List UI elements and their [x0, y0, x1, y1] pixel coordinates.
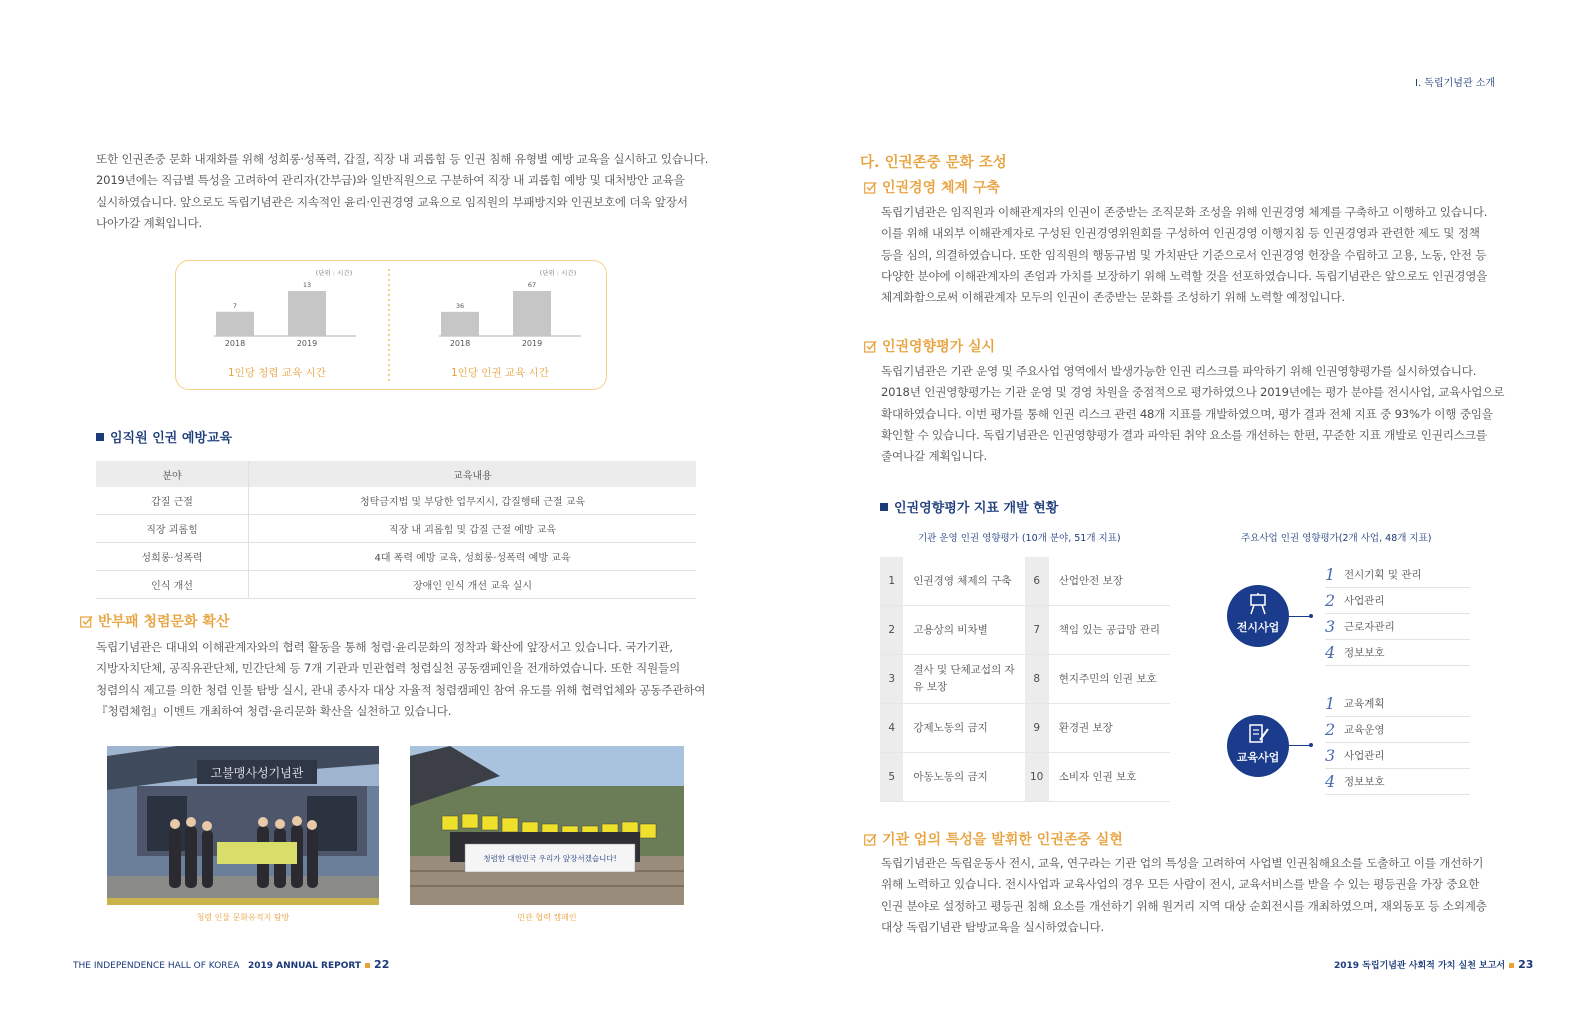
- table-row: 4 강제노동의 금지 9 환경권 보장: [880, 704, 1170, 753]
- impact-paragraph: 독립기념관은 기관 운영 및 주요사업 영역에서 발생가능한 인권 리스크를 파악하기 위해 인권영향평가를 실시하였습니다. 2018년 인권영향평가는 기관 운영 및 경영 차원을 중점적으로 평가하였으나 2019년에는 평가 분야를 전시사업, 교육사업으로 확대하였습니다. 이번 평가를 통해 인권 리스크 관련 48개 지표를 개발하였으며, 평가 결과 전체 지표 중 93%가 이행 중임을 확인할 수 있습니다. 독립기념관은 인권영향평가 결과 파악된 취약 요소를 개선하는 한편, 꾸준한 지표 개발로 인권리스크를 줄여나갈 계획입니다.: [881, 364, 1505, 464]
- footer-report-title-kr: 2019 독립기념관 사회적 가치 실천 보고서: [1334, 961, 1506, 971]
- checkbox-icon: [864, 833, 877, 846]
- chart-2-bar: [513, 291, 551, 336]
- photo-campaign: [410, 746, 684, 905]
- page-number: 22: [374, 958, 390, 971]
- square-divider-icon: [1509, 963, 1514, 968]
- list-item: 3 사업관리: [1325, 743, 1470, 769]
- table-cell: 청탁금지법 및 부당한 업무지시, 갑질행태 근절 교육: [249, 487, 697, 515]
- checkbox-icon: [80, 615, 93, 628]
- chart-1-category-label: 2018: [224, 339, 246, 348]
- photo-memorial-visit: [107, 746, 379, 905]
- anti-corruption-paragraph: 독립기념관은 대내외 이해관계자와의 협력 활동을 통해 청렴·윤리문화의 정착과 확산에 앞장서고 있습니다. 국가기관, 지방자치단체, 공직유관단체, 민간단체 등 7개 기관과 민관협력 청렴실천 공동캠페인을 전개하였습니다. 또한 직원들의 청렴의식 제고를 의한 청렴 인물 탐방 실시, 관내 종사자 대상 자율적 청렴캠페인 참여 유도를 위해 협력업체와 공동주관하여 『청렴체험』이벤트 개최하여 청렴·윤리문화 확산을 실천하고 있습니다.: [96, 640, 706, 718]
- square-divider-icon: [365, 963, 370, 968]
- chart-2-bar: [441, 312, 479, 336]
- org-caption: 기관 운영 인권 영향평가 (10개 분야, 51개 지표): [918, 533, 1121, 544]
- checkbox-icon: [864, 340, 877, 353]
- connector-dot: [1309, 614, 1313, 618]
- footer-report-title: 2019 ANNUAL REPORT: [247, 961, 362, 971]
- education-circle: [1227, 715, 1289, 777]
- edu-heading: 임직원 인권 예방교육: [96, 427, 232, 446]
- footer-right: [1334, 958, 1533, 971]
- anti-corruption-heading: 반부패 청렴문화 확산: [80, 611, 229, 631]
- chart-2-title: 1인당 인권 교육 시간: [451, 367, 549, 379]
- special-heading: 기관 업의 특성을 발휘한 인권존중 실현: [864, 829, 1123, 849]
- campaign-banner-text: 청렴한 대한민국 우리가 앞장서겠습니다!: [483, 854, 617, 863]
- list-item: 1 교육계획: [1325, 691, 1470, 717]
- table-row: 5 아동노동의 금지 10 소비자 인권 보호: [880, 753, 1170, 802]
- table-cell: 4대 폭력 예방 교육, 성희롱·성폭력 예방 교육: [249, 543, 697, 571]
- footer-org: THE INDEPENDENCE HALL OF KOREA: [73, 961, 240, 971]
- column-header: 분야: [96, 461, 249, 487]
- square-bullet-icon: [880, 503, 888, 511]
- checkbox-icon: [864, 181, 877, 194]
- exhibit-label: 전시사업: [1236, 621, 1280, 634]
- square-bullet-icon: [96, 433, 104, 441]
- section-tag: I. 독립기념관 소개: [1415, 78, 1496, 89]
- chart-1-title: 1인당 청렴 교육 시간: [228, 367, 326, 379]
- column-header: 교육내용: [249, 461, 697, 487]
- table-row: [96, 571, 696, 599]
- chart-2-value-label: 67: [527, 281, 537, 289]
- edu-table: [96, 461, 696, 599]
- chart-1-unit: (단위 : 시간): [315, 269, 353, 277]
- chart-2-value-label: 36: [455, 301, 465, 310]
- impact-heading: 인권영향평가 실시: [864, 336, 995, 356]
- list-item: 3 근로자관리: [1325, 614, 1470, 640]
- chart-2-category-label: 2018: [449, 339, 471, 348]
- photo-1-caption: 청렴 인물 문화유적지 탐방: [196, 913, 290, 922]
- table-header-row: [96, 461, 696, 487]
- chart-1-value-label: 13: [302, 281, 312, 289]
- table-cell: 직장 괴롭힘: [96, 515, 249, 543]
- table-cell: 직장 내 괴롭힘 및 갑질 근절 예방 교육: [249, 515, 697, 543]
- document-pen-icon: [1246, 723, 1270, 745]
- exhibit-items: [1325, 562, 1470, 666]
- table-row: [96, 487, 696, 515]
- chart-1-bar: [288, 291, 326, 336]
- education-items: [1325, 691, 1470, 795]
- easel-icon: [1246, 593, 1270, 615]
- table-row: 1 인권경영 체제의 구축 6 산업안전 보장: [880, 557, 1170, 606]
- table-row: 2 고용상의 비차별 7 책임 있는 공급망 관리: [880, 606, 1170, 655]
- list-item: 2 교육운영: [1325, 717, 1470, 743]
- page-number: 23: [1518, 958, 1534, 971]
- list-item: 1 전시기획 및 관리: [1325, 562, 1470, 588]
- table-row: [96, 543, 696, 571]
- table-cell: 성희롱·성폭력: [96, 543, 249, 571]
- table-row: 3 결사 및 단체교섭의 자유 보장 8 현지주민의 인권 보호: [880, 655, 1170, 704]
- chart-1-bar: [216, 312, 254, 336]
- exhibit-circle: [1227, 585, 1289, 647]
- biz-caption: 주요사업 인권 영향평가(2개 사업, 48개 지표): [1241, 533, 1432, 544]
- table-row: [96, 515, 696, 543]
- org-indicator-table: [880, 557, 1170, 802]
- connector-dot: [1309, 743, 1313, 747]
- table-cell: 갑질 근절: [96, 487, 249, 515]
- memorial-sign: 고불맹사성기념관: [210, 766, 304, 780]
- photo-2-caption: 민관 협력 캠페인: [517, 913, 577, 922]
- list-item: 4 정보보호: [1325, 769, 1470, 795]
- memorial-visit-image: [107, 746, 379, 905]
- footer-left: [73, 958, 389, 971]
- chart-1-value-label: 7: [232, 301, 238, 310]
- education-label: 교육사업: [1236, 751, 1280, 764]
- section-title: 다. 인권존중 문화 조성: [860, 155, 1007, 171]
- chart-2-unit: (단위 : 시간): [539, 269, 577, 277]
- chart-2-category-label: 2019: [521, 339, 543, 348]
- connector-line: [1289, 616, 1311, 617]
- campaign-image: [410, 746, 684, 905]
- system-paragraph: 독립기념관은 임직원과 이해관계자의 인권이 존중받는 조직문화 조성을 위해 인권경영 체계를 구축하고 이행하고 있습니다. 이를 위해 내외부 이해관계자로 구성된 인권경영위원회를 구성하여 인권경영 이행지침 등 인권경영과 관련한 제도 및 정책 등을 심의, 의결하였습니다. 또한 임직원의 행동규범 및 가치판단 기준으로서 인권경영 헌장을 수립하고 고용, 노동, 안전 등 다양한 분야에 이해관계자의 존엄과 가치를 보장하기 위해 노력할 것을 선포하였습니다. 독립기념관은 앞으로도 인권경영을 체계화함으로써 이해관계자 모두의 인권이 존중받는 문화를 조성하기 위해 노력할 예정입니다.: [881, 205, 1488, 305]
- table-cell: 인식 개선: [96, 571, 249, 599]
- system-heading: 인권경영 체계 구축: [864, 177, 1000, 197]
- special-paragraph: 독립기념관은 독립운동사 전시, 교육, 연구라는 기관 업의 특성을 고려하여 사업별 인권침해요소를 도출하고 이를 개선하기 위해 노력하고 있습니다. 전시사업과 교육사업의 경우 모든 사람이 전시, 교육서비스를 받을 수 있는 평등권을 가장 중요한 인권 분야로 설정하고 평등권 침해 요소를 개선하기 위해 원거리 지역 대상 순회전시를 개최하였으며, 재외동포 등 소외계층 대상 독립기념관 탐방교육을 실시하였습니다.: [881, 856, 1487, 934]
- chart-1-category-label: 2019: [296, 339, 318, 348]
- list-item: 2 사업관리: [1325, 588, 1470, 614]
- table-cell: 장애인 인식 개선 교육 실시: [249, 571, 697, 599]
- indicator-heading: 인권영향평가 지표 개발 현황: [880, 497, 1058, 516]
- education-hours-chart-box: [175, 260, 607, 390]
- list-item: 4 정보보호: [1325, 640, 1470, 666]
- connector-line: [1289, 745, 1311, 746]
- intro-paragraph: 또한 인권존중 문화 내재화를 위해 성희롱·성폭력, 갑질, 직장 내 괴롭힘 등 인권 침해 유형별 예방 교육을 실시하고 있습니다. 2019년에는 직급별 특성을 고려하여 관리자(간부급)와 일반직원으로 구분하여 직장 내 괴롭힘 예방 및 대처방안 교육을 실시하였습니다. 앞으로도 독립기념관은 지속적인 윤리·인권경영 교육으로 임직원의 부패방지와 인권보호에 더욱 앞장서 나아가갈 계획입니다.: [96, 152, 709, 230]
